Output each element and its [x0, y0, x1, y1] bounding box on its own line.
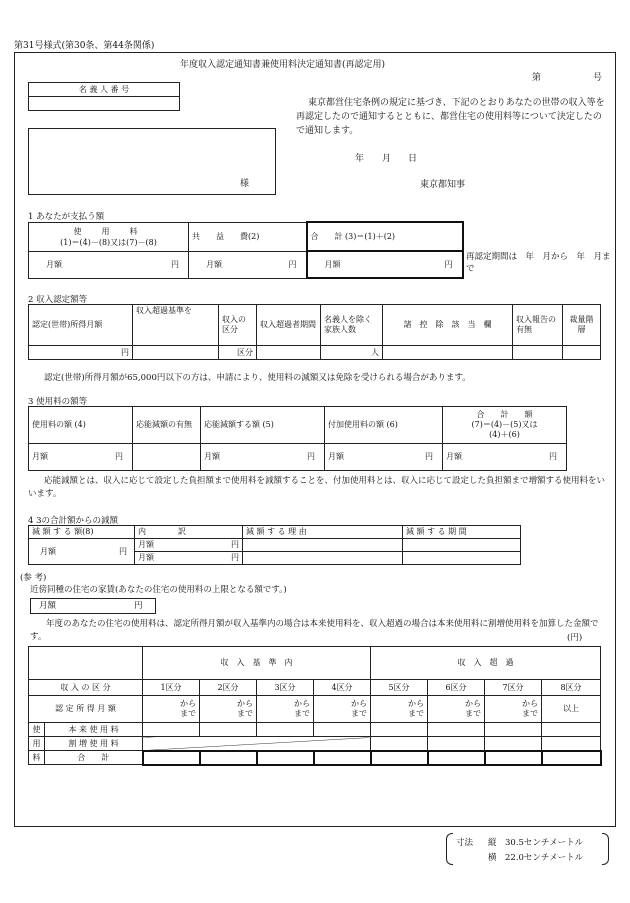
sec2-table [28, 304, 601, 360]
sec2-class-value[interactable]: 区分 [219, 346, 257, 360]
sec3-header-reduction-flag: 応能減額の有無 [133, 407, 201, 444]
surcharge-6[interactable] [428, 737, 485, 751]
date-day: 日 [408, 154, 418, 164]
income-range-8[interactable]: 以上 [542, 696, 601, 723]
ref-rent-box[interactable]: 月額 円 [30, 598, 156, 614]
sec1-table [28, 221, 464, 279]
sec4-breakdown-2-yen[interactable]: 円 [175, 552, 243, 565]
base-fee-1[interactable] [143, 723, 200, 737]
ref-unit: (円) [567, 633, 583, 643]
income-class-table [28, 646, 602, 766]
sec3-note: 応能減額とは、収入に応じて設定した負担額まで使用料を減額することを、付加使用料とは、収入に応じて設定した負担額まで増額する使用料をいいます。 [28, 476, 606, 499]
sec2-over-period-value[interactable] [257, 346, 321, 360]
sec4-header-breakdown: 内 訳 [135, 526, 243, 539]
surcharge-8[interactable] [542, 737, 601, 751]
sec2-note: 認定(世帯)所得月額が65,000円以下の方は、申請により、使用料の減額又は免除を受けられる場合があります。 [44, 373, 471, 383]
sec2-header-family: 名義人を除く家族人数 [321, 305, 383, 346]
class-7: 7区分 [485, 680, 542, 696]
side-label-1: 使 [29, 723, 45, 737]
dims-height: 縦 30.5センチメートル [488, 838, 584, 848]
sec4-period-1[interactable] [403, 539, 521, 552]
sec2-heading: 2 収入認定額等 [28, 295, 88, 305]
addressee-box[interactable] [28, 128, 276, 195]
sec2-header-class: 収入の区分 [219, 305, 257, 346]
base-fee-7[interactable] [485, 723, 542, 737]
sec1-fee-header: 使 用 料 (1)＝(4)－(8)又は(7)－(8) [29, 222, 189, 251]
dims-label: 寸法 [456, 838, 474, 848]
base-fee-5[interactable] [371, 723, 428, 737]
total-5[interactable] [371, 751, 428, 765]
sec1-total-value[interactable]: 月額 円 [307, 251, 463, 278]
sec2-family-value[interactable]: 人 [321, 346, 383, 360]
sec4-heading: 4 3の合計額からの減額 [28, 516, 119, 526]
nominee-number-label: 名 義 人 番 号 [29, 83, 180, 97]
doc-number-dai: 第 [532, 73, 542, 83]
base-fee-3[interactable] [257, 723, 314, 737]
ref-line1: 近傍同種の住宅の家賃(あなたの住宅の使用料の上限となる額です。) [30, 585, 287, 595]
sec4-table [28, 525, 521, 565]
class-4: 4区分 [314, 680, 371, 696]
sec1-total-header: 合 計 (3)＝(1)＋(2) [307, 222, 463, 251]
sec3-additional-value[interactable]: 月額 円 [325, 444, 443, 471]
total-7[interactable] [485, 751, 542, 765]
row-label-base-fee: 本 来 使 用 料 [45, 723, 143, 737]
sec3-reduction-flag-value[interactable] [133, 444, 201, 471]
sec1-period-note: 再認定期間は 年 月から 年 月まで [466, 252, 611, 274]
total-4[interactable] [314, 751, 371, 765]
sec4-header-reason: 減 額 す る 理 由 [243, 526, 403, 539]
income-range-5[interactable]: から まで [371, 696, 428, 723]
total-8[interactable] [542, 751, 601, 765]
row-label-income: 認 定 所 得 月 額 [29, 696, 143, 723]
income-range-2[interactable]: から まで [200, 696, 257, 723]
sec2-header-income: 認定(世帯)所得月額 [29, 305, 133, 346]
sec2-deductions-value[interactable] [383, 346, 513, 360]
sec2-header-report: 収入報告の有無 [513, 305, 563, 346]
sec4-header-amount: 減 額 す る 額(8) [29, 526, 135, 539]
income-range-4[interactable]: から まで [314, 696, 371, 723]
notice-text: 東京都営住宅条例の規定に基づき、下記のとおりあなたの世帯の収入等を再認定したので通知するとともに、都営住宅の使用料等について決定したので通知します。 [296, 98, 605, 136]
side-label-3: 料 [29, 751, 45, 765]
class-3: 3区分 [257, 680, 314, 696]
sec4-reason-2[interactable] [243, 552, 403, 565]
base-fee-6[interactable] [428, 723, 485, 737]
sec3-fee-value[interactable]: 月額 円 [29, 444, 133, 471]
doc-number-go: 号 [593, 73, 603, 83]
side-label-2: 用 [29, 737, 45, 751]
income-range-1[interactable]: から まで [143, 696, 200, 723]
sec4-breakdown-1-yen[interactable]: 円 [175, 539, 243, 552]
class-1: 1区分 [143, 680, 200, 696]
date-year: 年 [355, 154, 365, 164]
group-within-basis: 収 入 基 準 内 [143, 647, 371, 680]
sec2-discretion-value[interactable] [563, 346, 601, 360]
base-fee-2[interactable] [200, 723, 257, 737]
dims-bracket-right [602, 833, 609, 865]
sec4-header-period: 減 額 す る 期 間 [403, 526, 521, 539]
surcharge-not-applicable [143, 737, 371, 751]
sec3-header-total: 合 計 額 (7)＝(4)－(5)又は (4)＋(6) [443, 407, 567, 444]
ref-line2: 年度のあなたの住宅の使用料は、認定所得月額が収入基準内の場合は本来使用料を、収入超過の場合は本来使用料に割増使用料を加算した金額です。 [30, 619, 599, 642]
class-5: 5区分 [371, 680, 428, 696]
sec2-header-over-period: 収入超過者期間 [257, 305, 321, 346]
nominee-number-table [28, 82, 180, 111]
row-label-total: 合 計 [45, 751, 143, 765]
sec4-breakdown-2-label: 月額 [135, 552, 175, 565]
sender: 東京都知事 [420, 180, 466, 190]
surcharge-5[interactable] [371, 737, 428, 751]
sec2-header-over-basis: 収入超過基準を [133, 305, 219, 346]
date-month: 月 [382, 154, 392, 164]
sec2-report-value[interactable] [513, 346, 563, 360]
total-2[interactable] [200, 751, 257, 765]
sec3-header-additional: 付加使用料の額 (6) [325, 407, 443, 444]
class-8: 8区分 [542, 680, 601, 696]
sec1-common-fee-header: 共 益 費(2) [189, 222, 307, 251]
income-range-3[interactable]: から まで [257, 696, 314, 723]
sec3-header-fee: 使用料の額 (4) [29, 407, 133, 444]
sec2-header-discretion: 裁量階層 [563, 305, 601, 346]
sec3-heading: 3 使用料の額等 [28, 397, 88, 407]
class-6: 6区分 [428, 680, 485, 696]
form-title: 年度収入認定通知書兼使用料決定通知書(再認定用) [180, 60, 386, 70]
base-fee-4[interactable] [314, 723, 371, 737]
sec4-period-2[interactable] [403, 552, 521, 565]
sec3-header-reduction: 応能減額する額 (5) [201, 407, 325, 444]
nominee-number-value[interactable] [29, 97, 180, 111]
income-range-7[interactable]: から まで [485, 696, 542, 723]
surcharge-7[interactable] [485, 737, 542, 751]
total-6[interactable] [428, 751, 485, 765]
sec2-over-basis-value[interactable] [133, 346, 219, 360]
ref-label: (参 考) [20, 573, 47, 583]
sec1-fee-value[interactable]: 月額 円 [29, 251, 189, 278]
sec3-reduction-value[interactable]: 月額 円 [201, 444, 325, 471]
group-over-basis: 収 入 超 過 [371, 647, 601, 680]
dims-bracket-left [446, 833, 453, 865]
blank-corner [29, 647, 143, 680]
sec3-table [28, 406, 567, 471]
sec2-header-deductions: 諸 控 除 該 当 欄 [383, 305, 513, 346]
total-3[interactable] [257, 751, 314, 765]
form-number: 第31号様式(第30条、第44条関係) [14, 41, 155, 51]
class-2: 2区分 [200, 680, 257, 696]
sec1-common-fee-value[interactable]: 月額 円 [189, 251, 307, 278]
sec4-breakdown-1-label: 月額 [135, 539, 175, 552]
sec2-income-value[interactable]: 円 [29, 346, 133, 360]
income-range-6[interactable]: から まで [428, 696, 485, 723]
row-label-surcharge: 割 増 使 用 料 [45, 737, 143, 751]
sec4-reason-1[interactable] [243, 539, 403, 552]
base-fee-8[interactable] [542, 723, 601, 737]
row-label-class: 収 入 の 区 分 [29, 680, 143, 696]
sec1-heading: 1 あなたが支払う額 [28, 212, 105, 222]
dims-width: 横 22.0センチメートル [488, 853, 584, 863]
sec4-amount-value[interactable]: 月額 円 [29, 539, 135, 565]
total-1[interactable] [143, 751, 200, 765]
addressee-suffix: 様 [240, 179, 250, 189]
sec3-total-value[interactable]: 月額 円 [443, 444, 567, 471]
